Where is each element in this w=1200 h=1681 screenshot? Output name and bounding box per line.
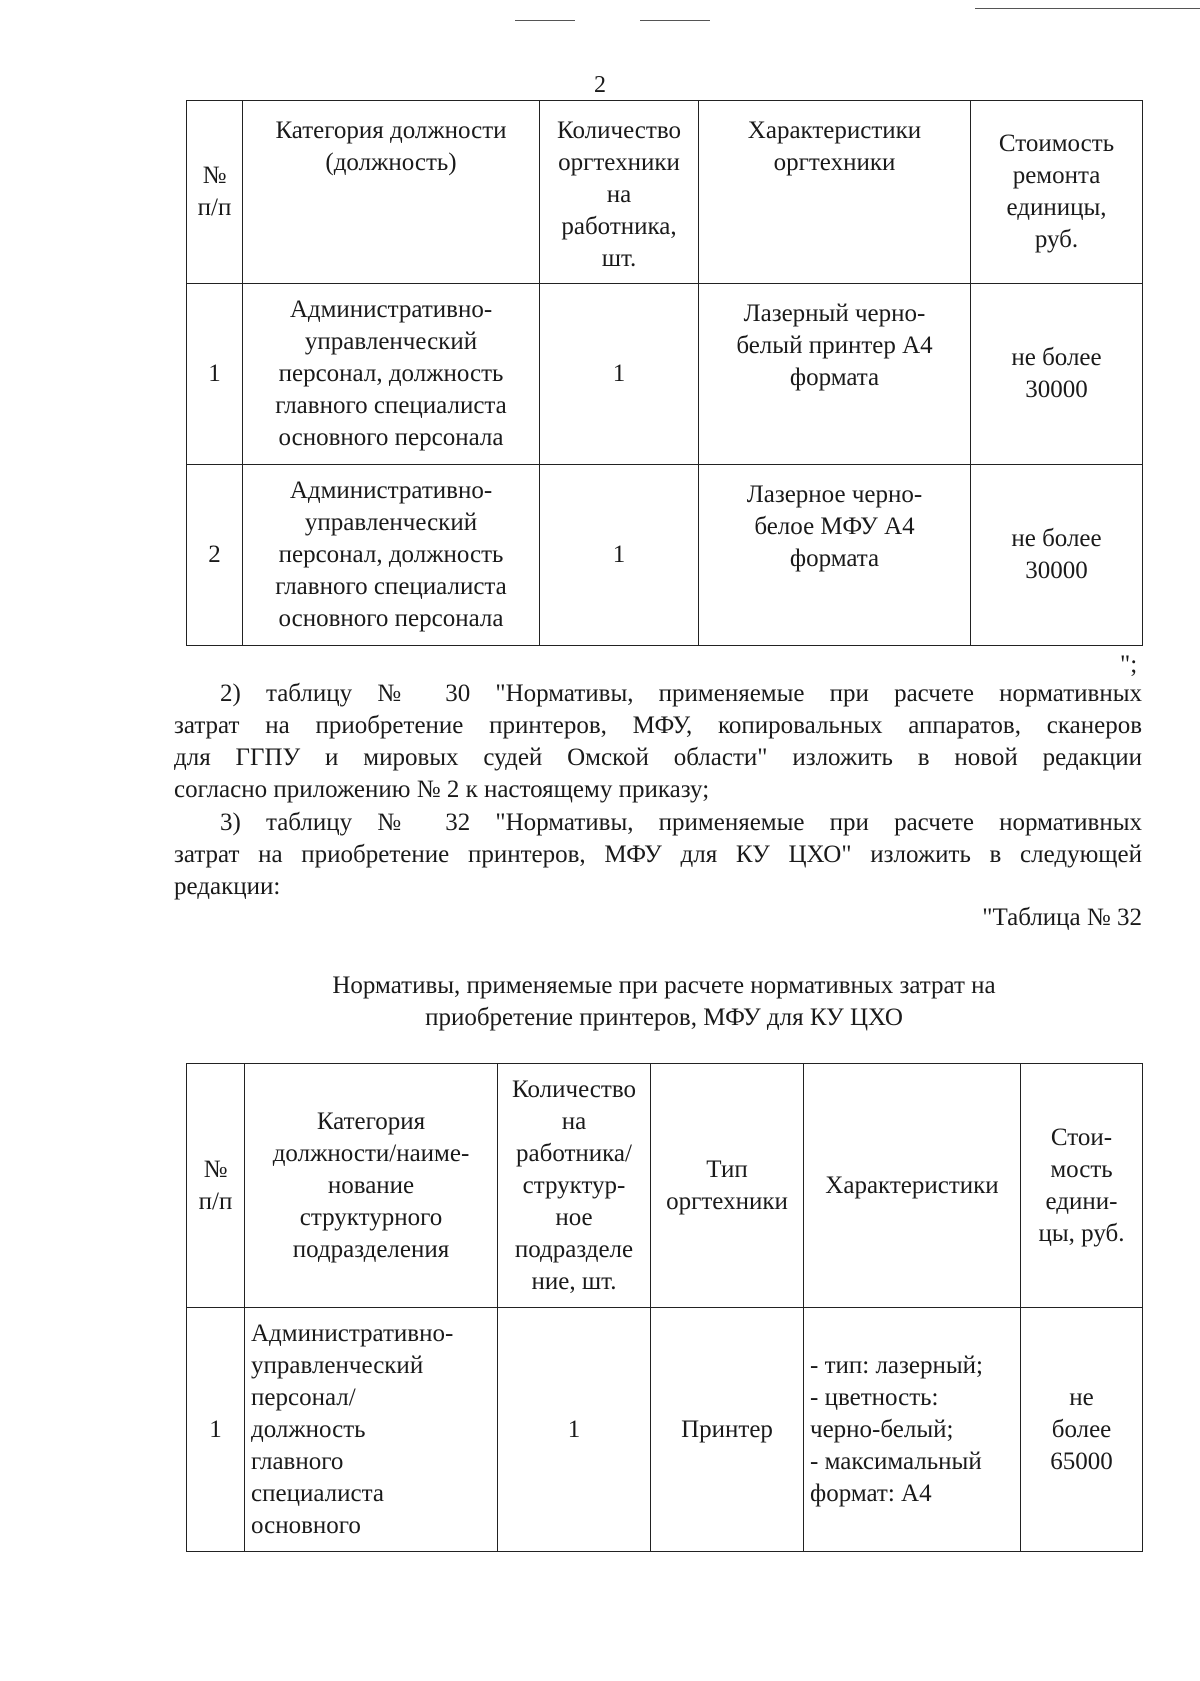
header-number: № п/п xyxy=(187,101,243,284)
header-characteristics: Характеристики xyxy=(804,1064,1021,1308)
position-category: Административно- управленческий персонал, должность главного специалиста основного персонала xyxy=(243,465,540,646)
characteristics: - тип: лазерный; - цветность: черно-белый; - максимальный формат: А4 xyxy=(804,1308,1021,1552)
header-position-category: Категория должности (должность) xyxy=(243,101,540,284)
paragraph-line: 3) таблицу № 32 "Нормативы, применяемые при расчете нормативных xyxy=(220,809,1142,836)
closing-quote: "; xyxy=(1120,651,1138,678)
paragraph-line: для ГГПУ и мировых судей Омской области" изложить в новой редакции xyxy=(174,744,1142,771)
paragraph-item-2 xyxy=(174,678,1142,806)
header-unit-cost: Стои- мость едини- цы, руб. xyxy=(1021,1064,1143,1308)
header-position-category: Категория должности/наиме- нование структурного подразделения xyxy=(245,1064,498,1308)
paragraph-item-3 xyxy=(174,807,1142,903)
repair-cost: не более 30000 xyxy=(971,465,1143,646)
repair-cost: не более 30000 xyxy=(971,284,1143,465)
header-equipment-quantity: Количество оргтехники на работника, шт. xyxy=(540,101,699,284)
header-number: № п/п xyxy=(187,1064,245,1308)
equipment-type: Принтер xyxy=(651,1308,804,1552)
printer-norms-table xyxy=(186,1063,1143,1552)
row-number: 1 xyxy=(187,284,243,465)
table-header-row xyxy=(187,1064,1143,1308)
row-number: 2 xyxy=(187,465,243,646)
table-header-row xyxy=(187,101,1143,284)
table-row xyxy=(187,1308,1143,1552)
equipment-characteristics: Лазерное черно- белое МФУ А4 формата xyxy=(699,465,971,646)
scan-artifact xyxy=(640,20,710,21)
paragraph-line: согласно приложению № 2 к настоящему приказу; xyxy=(174,776,710,803)
quantity: 1 xyxy=(498,1308,651,1552)
repair-cost-table xyxy=(186,100,1143,646)
header-equipment-characteristics: Характеристики оргтехники xyxy=(699,101,971,284)
header-quantity: Количество на работника/ структур- ное подразделе ние, шт. xyxy=(498,1064,651,1308)
table-label: "Таблица № 32 xyxy=(982,904,1142,931)
paragraph-line: затрат на приобретение принтеров, МФУ, копировальных аппаратов, сканеров xyxy=(174,712,1142,739)
equipment-quantity: 1 xyxy=(540,284,699,465)
header-repair-cost: Стоимость ремонта единицы, руб. xyxy=(971,101,1143,284)
equipment-quantity: 1 xyxy=(540,465,699,646)
table-title: Нормативы, применяемые при расчете нормативных затрат на приобретение принтеров, МФУ для КУ ЦХО xyxy=(332,972,996,1031)
paragraph-line: 2) таблицу № 30 "Нормативы, применяемые при расчете нормативных xyxy=(220,680,1142,707)
equipment-characteristics: Лазерный черно- белый принтер А4 формата xyxy=(699,284,971,465)
scan-artifact xyxy=(515,20,575,21)
page-number: 2 xyxy=(594,72,606,98)
header-equipment-type: Тип оргтехники xyxy=(651,1064,804,1308)
unit-cost: не более 65000 xyxy=(1021,1308,1143,1552)
paragraph-line: затрат на приобретение принтеров, МФУ для КУ ЦХО" изложить в следующей xyxy=(174,841,1142,868)
scan-artifact xyxy=(975,8,1200,9)
table-row xyxy=(187,284,1143,465)
row-number: 1 xyxy=(187,1308,245,1552)
table-row xyxy=(187,465,1143,646)
paragraph-line: редакции: xyxy=(174,873,281,900)
position-category: Административно- управленческий персонал, должность главного специалиста основного персонала xyxy=(243,284,540,465)
position-category: Административно- управленческий персонал/ должность главного специалиста основного xyxy=(245,1308,498,1552)
